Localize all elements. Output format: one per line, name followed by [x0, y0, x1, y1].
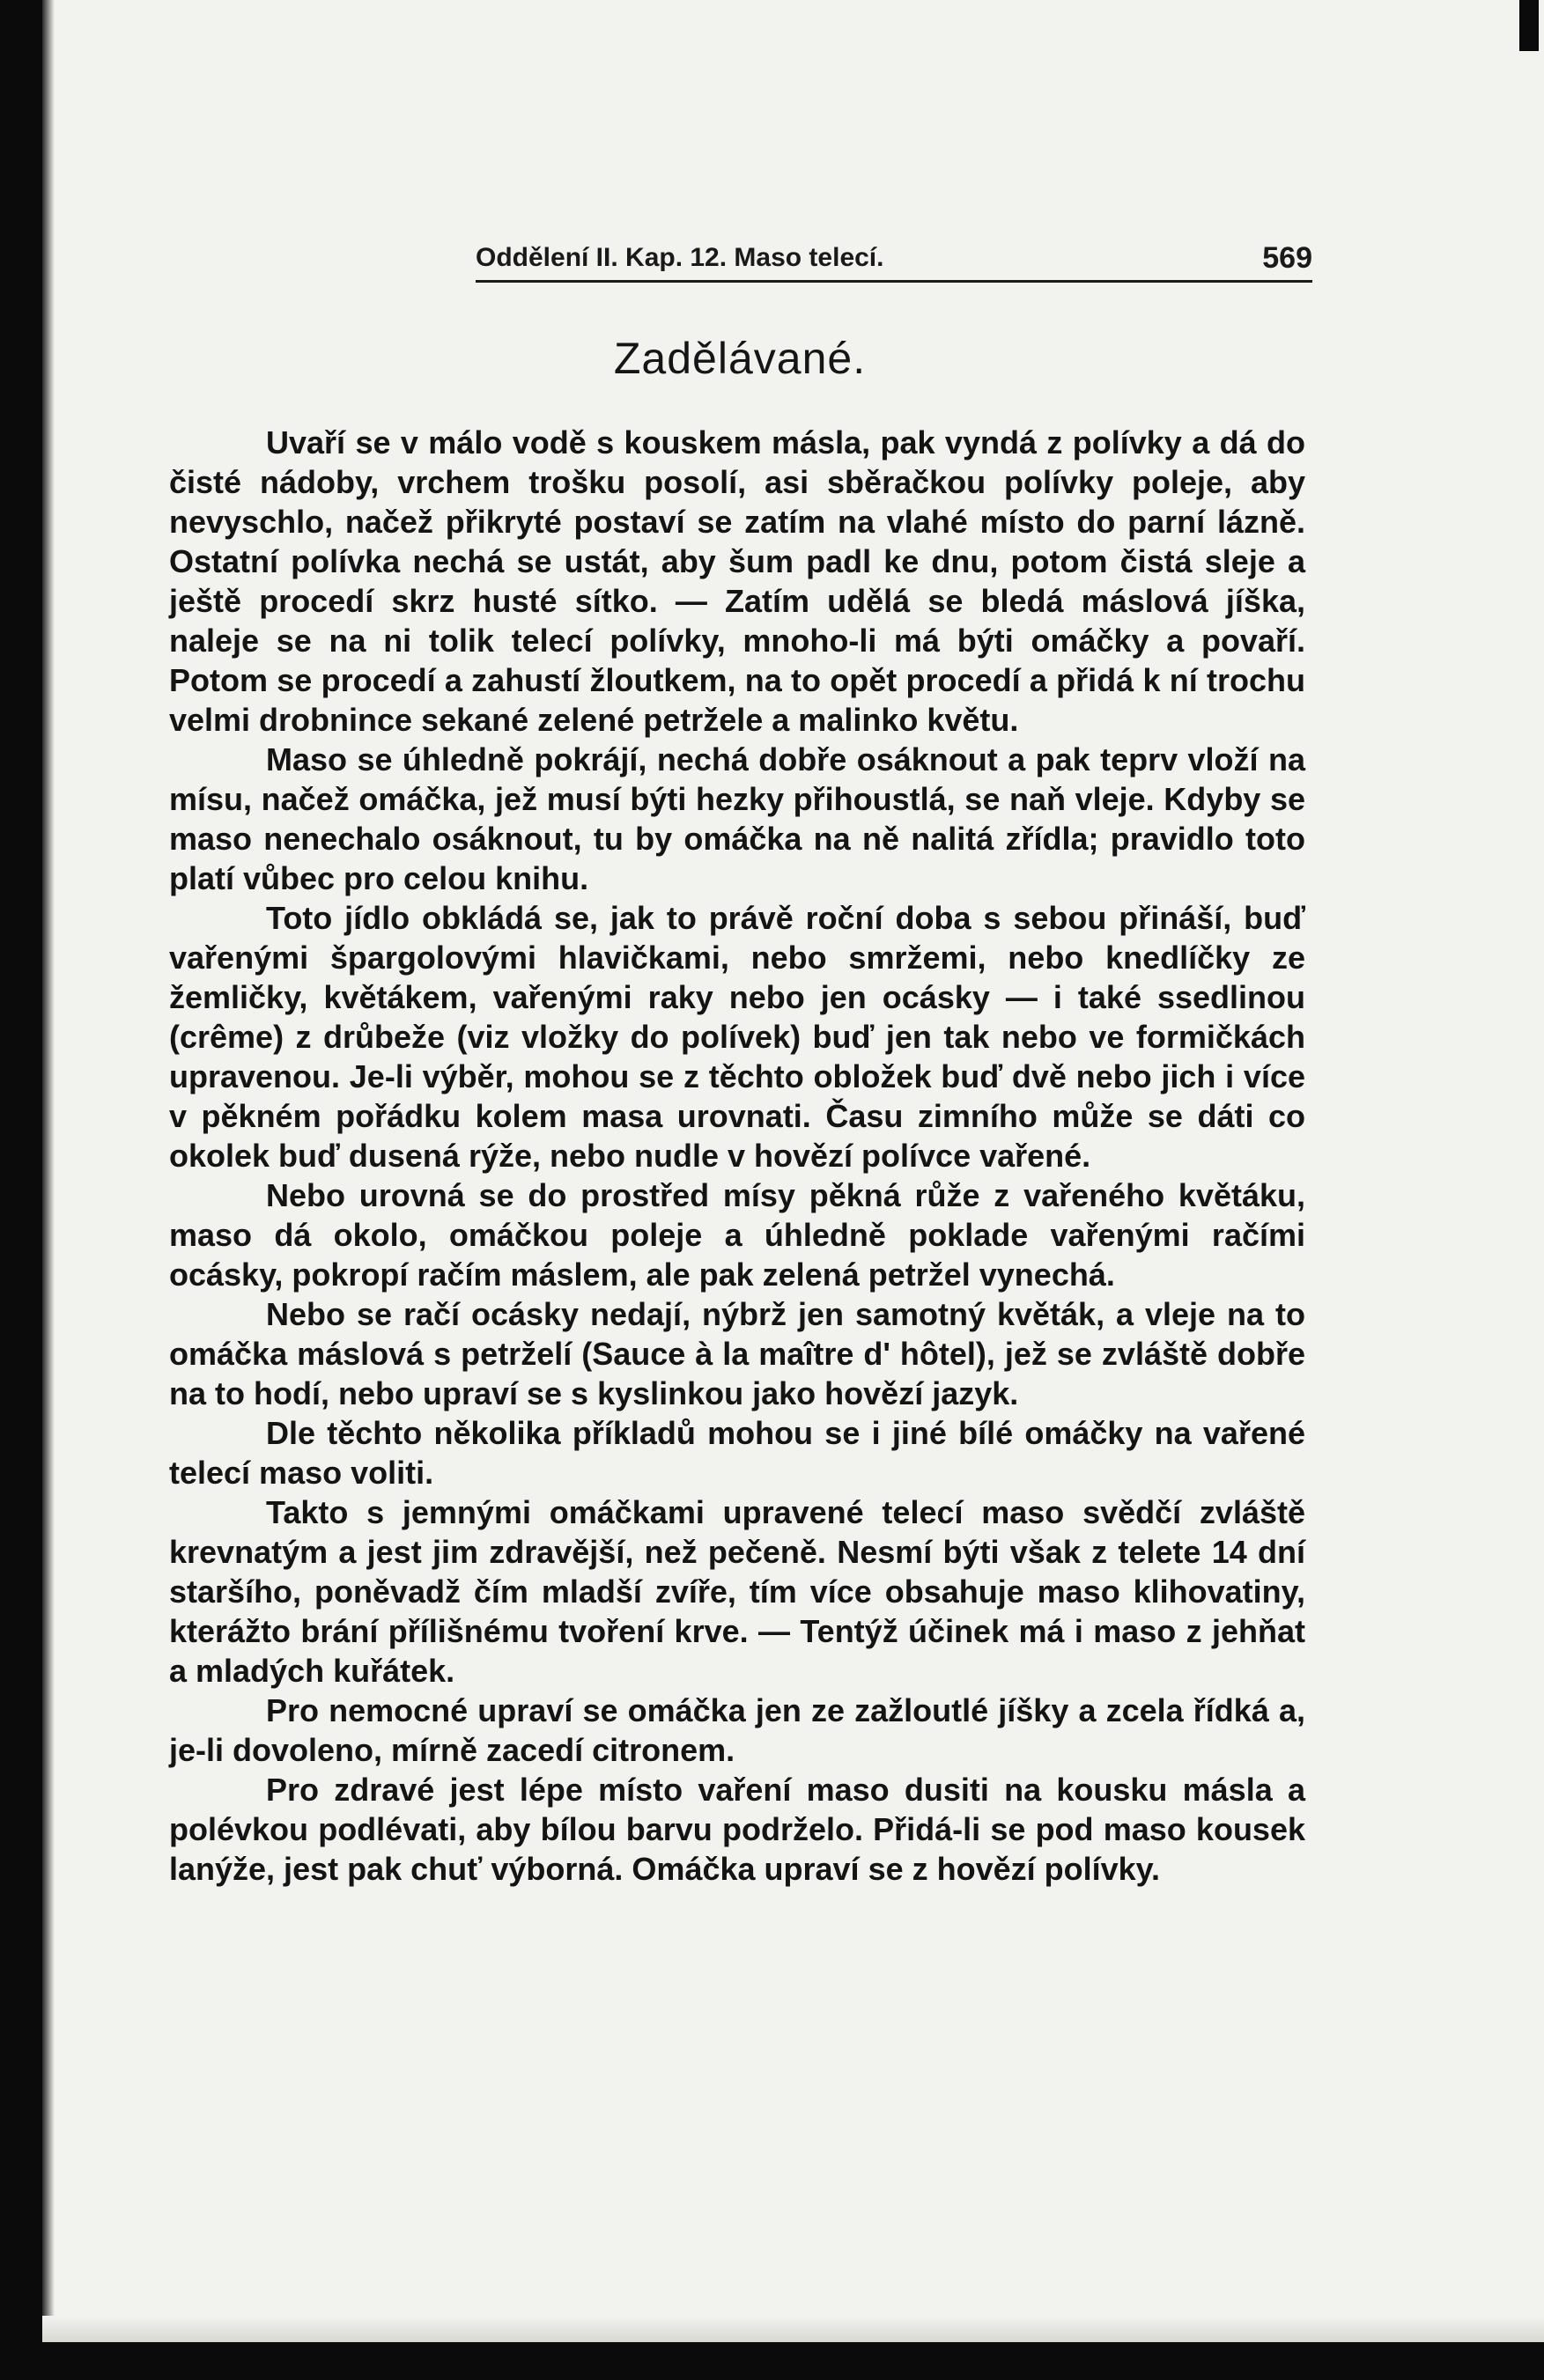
paragraph: Pro nemocné upraví se omáčka jen ze zažloutlé jíšky a zcela řídká a, je-li dovoleno, mírně zacedí citronem. — [169, 1692, 1305, 1768]
paragraph: Nebo se račí ocásky nedají, nýbrž jen samotný květák, a vleje na to omáčka máslová s petrželí (Sauce à la maître d' hôtel), jež se zvláště dobře na to hodí, nebo upraví se s kyslinkou jako hovězí jazyk. — [169, 1296, 1305, 1411]
paragraph: Nebo urovná se do prostřed mísy pěkná růže z vařeného květáku, maso dá okolo, omáčkou poleje a úhledně poklade vařenými račími ocásky, pokropí račím máslem, ale pak zelená petržel vynechá. — [169, 1177, 1305, 1293]
paragraph: Toto jídlo obkládá se, jak to právě roční doba s sebou přináší, buď vařenými špargolovými hlavičkami, nebo smržemi, nebo knedlíčky ze žemličky, květákem, vařenými raky nebo jen ocásky — i také ssedlinou (crême) z drůbeže (viz vložky do polívek) buď jen tak nebo ve formičkách upravenou. Je-li výběr, mohou se z těchto obložek buď dvě nebo jich i více v pěkném pořádku kolem masa urovnati. Času zimního může se dáti co okolek buď dusená rýže, nebo nudle v hovězí polívce vařené. — [169, 900, 1305, 1174]
paragraph: Uvaří se v málo vodě s kouskem másla, pak vyndá z polívky a dá do čisté nádoby, vrchem trošku posolí, asi sběračkou polívky poleje, aby nevyschlo, načež přikryté postaví se zatím na vlahé místo do parní lázně. Ostatní polívka nechá se ustát, aby šum padl ke dnu, potom čistá sleje a ještě procedí skrz husté sítko. — Zatím udělá se bledá máslová jíška, naleje se na ni tolik telecí polívky, mnoho-li má býti omáčky a povaří. Potom se procedí a zahustí žloutkem, na to opět procedí a přidá k ní trochu velmi drobnince sekané zelené petržele a malinko květu. — [169, 424, 1305, 738]
paragraph: Takto s jemnými omáčkami upravené telecí maso svědčí zvláště krevnatým a jest jim zdravější, než pečeně. Nesmí býti však z telete 14 dní staršího, poněvadž čím mladší zvíře, tím více obsahuje maso klihovatiny, kterážto brání přílišnému tvoření krve. — Tentýž účinek má i maso z jehňat a mladých kuřátek. — [169, 1494, 1305, 1689]
paragraph: Maso se úhledně pokrájí, nechá dobře osáknout a pak teprv vloží na mísu, načež omáčka, jež musí býti hezky přihoustlá, se naň vleje. Kdyby se maso nenechalo osáknout, tu by omáčka na ně nalitá zřídla; pravidlo toto platí vůbec pro celou knihu. — [169, 741, 1305, 896]
page-number: 569 — [1262, 241, 1312, 275]
section-title: Zadělávané. — [613, 334, 867, 383]
paragraph: Pro zdravé jest lépe místo vaření maso dusiti na kousku másla a polévkou podlévati, aby bílou barvu podrželo. Přidá-li se pod maso kousek lanýže, jest pak chuť výborná. Omáčka upraví se z hovězí polívky. — [169, 1772, 1305, 1887]
page-bottom-shadow — [42, 2316, 1544, 2342]
page-gutter-shadow — [42, 0, 55, 2342]
running-header — [476, 241, 1312, 283]
paragraph: Dle těchto několika příkladů mohou se i jiné bílé omáčky na vařené telecí maso voliti. — [169, 1415, 1305, 1491]
body-text — [169, 423, 1305, 1889]
running-title: Oddělení II. Kap. 12. Maso telecí. — [476, 243, 884, 272]
scan-corner-mark — [1519, 0, 1539, 51]
